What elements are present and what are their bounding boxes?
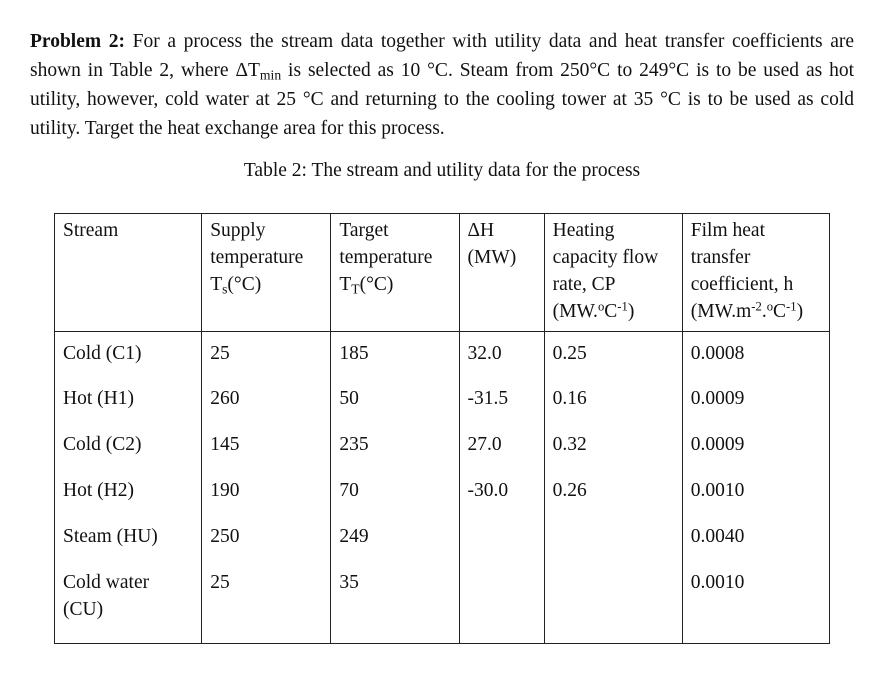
table-row-steam [55, 520, 830, 566]
delta-t-subscript: min [259, 67, 282, 83]
cell-cp [544, 520, 682, 566]
cell-stream: Cold (C2) [55, 428, 202, 474]
cell-supply-temp: 25 [202, 566, 331, 644]
table-row-h1 [55, 382, 830, 428]
cell-cp: 0.25 [544, 332, 682, 382]
cell-delta-h [459, 566, 544, 644]
table-row-c2 [55, 428, 830, 474]
stream-data-table [54, 213, 830, 644]
cell-film-coefficient: 0.0008 [682, 332, 829, 382]
table-caption: Table 2: The stream and utility data for the process [243, 160, 641, 181]
cell-film-coefficient: 0.0009 [682, 428, 829, 474]
cell-target-temp: 185 [331, 332, 459, 382]
cell-target-temp: 249 [331, 520, 459, 566]
cell-target-temp: 35 [331, 566, 459, 644]
cell-stream: Cold (C1) [55, 332, 202, 382]
cell-target-temp: 235 [331, 428, 459, 474]
header-stream: Stream [55, 214, 202, 332]
cell-stream: Hot (H1) [55, 382, 202, 428]
header-target-temperature: Target temperature $T_T(^\circ C)$ [331, 214, 459, 332]
cell-stream: Cold water (CU) [55, 566, 202, 644]
cell-supply-temp: 260 [202, 382, 331, 428]
cell-delta-h: 27.0 [459, 428, 544, 474]
cell-cp: 0.26 [544, 474, 682, 520]
table-header-row [55, 214, 830, 332]
cell-stream: Hot (H2) [55, 474, 202, 520]
cell-film-coefficient: 0.0010 [682, 474, 829, 520]
header-supply-temperature: Supply temperature $T_s(^\circ C)$ [202, 214, 331, 332]
problem-label: Problem 2: [30, 31, 125, 52]
cell-film-coefficient: 0.0009 [682, 382, 829, 428]
cell-supply-temp: 145 [202, 428, 331, 474]
cell-target-temp: 70 [331, 474, 459, 520]
cell-film-coefficient: 0.0040 [682, 520, 829, 566]
table-row-cold-water [55, 566, 830, 644]
cell-cp [544, 566, 682, 644]
table-row-c1 [55, 332, 830, 382]
cell-supply-temp: 190 [202, 474, 331, 520]
cell-supply-temp: 250 [202, 520, 331, 566]
cell-delta-h [459, 520, 544, 566]
problem-text-part2: is selected as 10 °C. Steam from 250°C to 249°C is to be used as hot utility, however, cold water at 25 °C and returning to the cooling tower at 35 °C is to be used as cold utility. Target the heat exchange area for this process. [30, 60, 854, 139]
cell-stream: Steam (HU) [55, 520, 202, 566]
header-delta-h: ΔH (MW) [459, 214, 544, 332]
cell-delta-h: 32.0 [459, 332, 544, 382]
cell-delta-h: -30.0 [459, 474, 544, 520]
header-heat-capacity-flow-rate: Heating capacity flow rate, CP $(MW.^oC^{-1})$ [544, 214, 682, 332]
delta-t-symbol: ΔT [235, 60, 260, 81]
cell-film-coefficient: 0.0010 [682, 566, 829, 644]
cell-supply-temp: 25 [202, 332, 331, 382]
cell-target-temp: 50 [331, 382, 459, 428]
cell-cp: 0.16 [544, 382, 682, 428]
header-film-heat-transfer-coefficient: Film heat transfer coefficient, h $(MW.m^{-2}.^oC^{-1})$ [682, 214, 829, 332]
cell-delta-h: -31.5 [459, 382, 544, 428]
cell-cp: 0.32 [544, 428, 682, 474]
table-row-h2 [55, 474, 830, 520]
problem-text-part1: For a process the stream data together with utility data and heat transfer coefficients are shown in Table 2, where [30, 31, 854, 81]
problem-statement [30, 27, 854, 143]
